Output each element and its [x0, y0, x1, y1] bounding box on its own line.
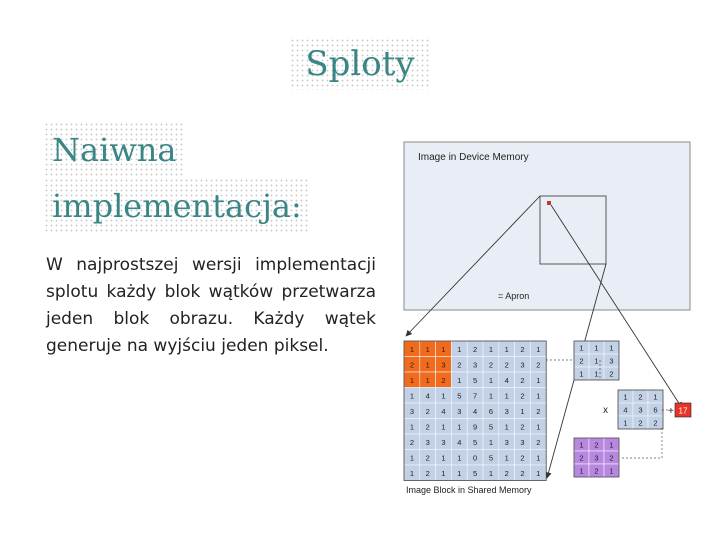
image-block-cell: 2: [504, 360, 509, 370]
apron-label: = Apron: [498, 291, 530, 301]
image-block-cell: 1: [488, 375, 493, 385]
image-block-cell: 2: [520, 375, 525, 385]
image-block-cell: 1: [457, 375, 462, 385]
window-cell: 1: [609, 343, 614, 353]
image-block-cell: 1: [488, 437, 493, 447]
image-block-cell: 7: [473, 391, 478, 401]
image-block-cell: 2: [536, 437, 541, 447]
window-cell: 1: [594, 343, 599, 353]
device-pixel-marker: [547, 201, 551, 205]
image-block-cell: 2: [488, 360, 493, 370]
image-block-cell: 2: [473, 344, 478, 354]
image-block-cell: 1: [504, 453, 509, 463]
image-block-cell: 2: [441, 375, 446, 385]
image-block-cell: 1: [536, 422, 541, 432]
image-block-cell: 1: [409, 391, 414, 401]
kernel-cell: 2: [638, 392, 643, 402]
image-block-cell: 1: [441, 391, 446, 401]
convolution-figure: [400, 138, 700, 500]
image-block-cell: 3: [441, 360, 446, 370]
image-block-cell: 2: [520, 344, 525, 354]
window-cell: 2: [579, 356, 584, 366]
shared-memory-label: Image Block in Shared Memory: [406, 485, 532, 495]
image-block-cell: 1: [520, 406, 525, 416]
image-block-cell: 3: [409, 406, 414, 416]
window-matrix: [574, 341, 619, 380]
kernel-cell: 1: [623, 418, 628, 428]
image-block-cell: 1: [504, 391, 509, 401]
image-block-cell: 2: [425, 422, 430, 432]
kernel-cell: 4: [623, 405, 628, 415]
image-block-cell: 1: [409, 422, 414, 432]
image-block-cell: 4: [425, 391, 430, 401]
image-block-cell: 1: [457, 344, 462, 354]
image-block-cell: 5: [457, 391, 462, 401]
plus-operator: +: [668, 406, 674, 417]
image-block-cell: 1: [425, 360, 430, 370]
image-block-cell: 1: [457, 453, 462, 463]
image-block-cell: 4: [457, 437, 462, 447]
image-block-cell: 5: [488, 422, 493, 432]
image-block-cell: 1: [457, 468, 462, 478]
image-block-cell: 2: [425, 453, 430, 463]
kernel-cell: 6: [653, 405, 658, 415]
image-block-cell: 1: [441, 468, 446, 478]
image-block-cell: 4: [441, 406, 446, 416]
image-block-cell: 4: [504, 375, 509, 385]
image-block-cell: 3: [520, 437, 525, 447]
extra-cell: 2: [609, 453, 614, 463]
image-block-cell: 2: [520, 391, 525, 401]
image-block-cell: 3: [441, 437, 446, 447]
image-block-cell: 2: [425, 406, 430, 416]
image-block-cell: 1: [536, 468, 541, 478]
window-cell: 3: [609, 356, 614, 366]
image-block-cell: 1: [536, 453, 541, 463]
extra-cell: 2: [594, 466, 599, 476]
kernel-cell: 1: [653, 392, 658, 402]
multiply-operator: x: [603, 405, 608, 416]
image-block-cell: 1: [425, 344, 430, 354]
image-block-cell: 2: [457, 360, 462, 370]
kernel-cell: 2: [638, 418, 643, 428]
kernel-cell: 2: [653, 418, 658, 428]
window-cell: 1: [579, 343, 584, 353]
kernel-cell: 3: [638, 405, 643, 415]
extra-matrix: [574, 438, 619, 477]
image-block-cell: 1: [409, 468, 414, 478]
window-cell: 1: [579, 369, 584, 379]
image-block-cell: 3: [504, 406, 509, 416]
image-block-cell: 1: [441, 422, 446, 432]
convolution-diagram: [400, 138, 700, 500]
image-block-cell: 2: [409, 437, 414, 447]
extra-cell: 2: [579, 453, 584, 463]
image-block-cell: 0: [473, 453, 478, 463]
image-block-cell: 1: [441, 453, 446, 463]
device-memory-label: Image in Device Memory: [418, 152, 529, 163]
image-block-cell: 1: [409, 375, 414, 385]
extra-cell: 3: [594, 453, 599, 463]
image-block-cell: 5: [473, 468, 478, 478]
image-block-cell: 1: [409, 344, 414, 354]
image-block-cell: 3: [425, 437, 430, 447]
image-block-cell: 9: [473, 422, 478, 432]
image-block-cell: 2: [536, 406, 541, 416]
image-block-cell: 1: [488, 391, 493, 401]
body-paragraph: W najprostszej wersji implementacji splotu każdy blok wątków przetwarza jeden blok obrazu. Każdy wątek generuje na wyjściu jeden piksel.: [46, 255, 376, 356]
image-block-cell: 3: [473, 360, 478, 370]
image-block-cell: 1: [441, 344, 446, 354]
image-block-cell: 1: [536, 391, 541, 401]
extra-cell: 1: [609, 440, 614, 450]
image-block-cell: 2: [520, 453, 525, 463]
image-block-cell: 1: [504, 344, 509, 354]
image-block-cell: 1: [504, 422, 509, 432]
extra-cell: 2: [594, 440, 599, 450]
shared-memory-block: [404, 341, 546, 481]
image-block-cell: 1: [409, 453, 414, 463]
image-block-cell: 5: [473, 375, 478, 385]
image-block-cell: 2: [504, 468, 509, 478]
image-block-cell: 5: [488, 453, 493, 463]
device-memory-panel: [404, 142, 690, 310]
image-block-cell: 3: [520, 360, 525, 370]
image-block-cell: 2: [520, 422, 525, 432]
result-value: 17: [678, 406, 688, 416]
extra-cell: 1: [609, 466, 614, 476]
image-block-cell: 1: [488, 468, 493, 478]
image-block-cell: 3: [457, 406, 462, 416]
window-cell: 1: [594, 369, 599, 379]
heading-line-1: Naiwna: [44, 122, 184, 178]
image-block-cell: 2: [520, 468, 525, 478]
extra-cell: 1: [579, 466, 584, 476]
image-block-cell: 6: [488, 406, 493, 416]
image-block-cell: 3: [504, 437, 509, 447]
window-cell: 1: [594, 356, 599, 366]
image-block-cell: 1: [488, 344, 493, 354]
image-block-cell: 1: [425, 375, 430, 385]
image-block-cell: 2: [425, 468, 430, 478]
heading-line-2: implementacja:: [44, 178, 310, 234]
kernel-matrix: [618, 390, 663, 429]
extra-cell: 1: [579, 440, 584, 450]
section-heading: [44, 122, 302, 234]
image-block-cell: 1: [457, 422, 462, 432]
image-block-cell: 5: [473, 437, 478, 447]
image-block-cell: 4: [473, 406, 478, 416]
image-block-cell: 1: [536, 344, 541, 354]
image-block-cell: 2: [536, 360, 541, 370]
window-cell: 2: [609, 369, 614, 379]
image-block-cell: 2: [409, 360, 414, 370]
kernel-cell: 1: [623, 392, 628, 402]
slide-title: Sploty: [290, 38, 430, 90]
image-block-cell: 1: [536, 375, 541, 385]
